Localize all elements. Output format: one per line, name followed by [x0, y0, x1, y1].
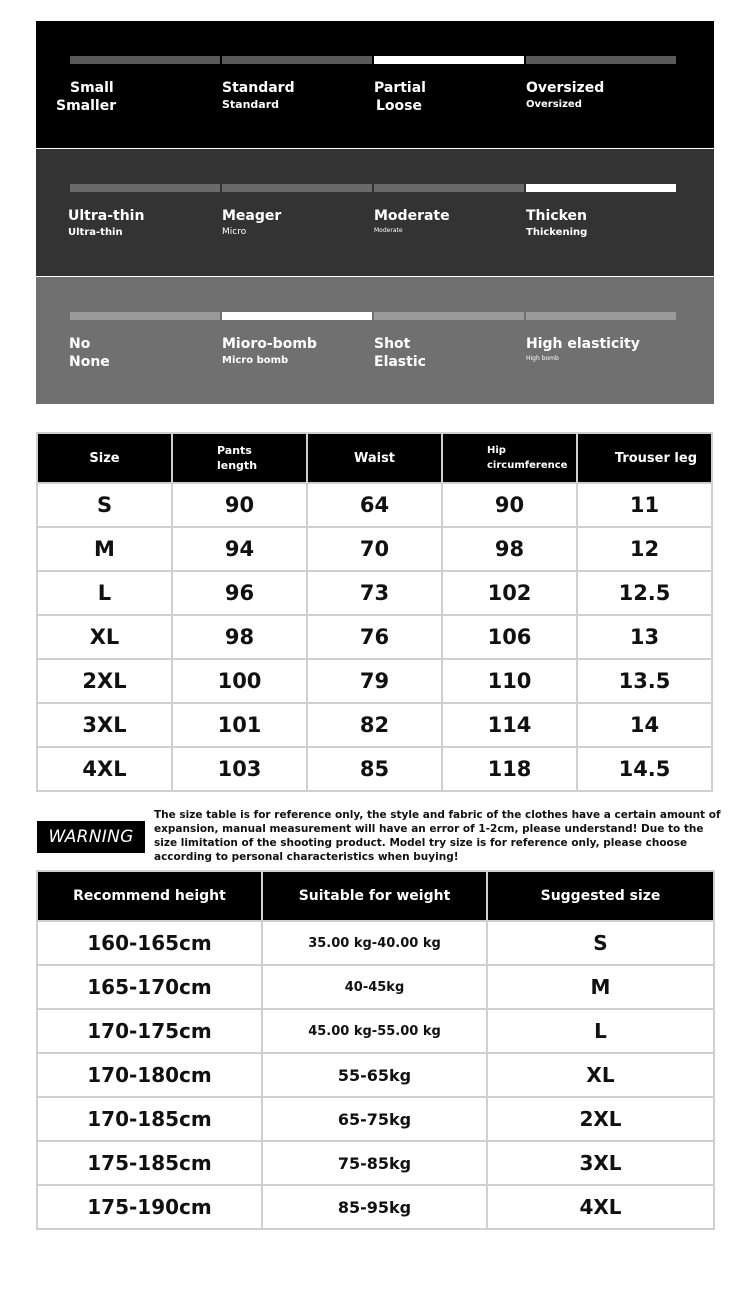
cell-height: 170-185cm	[37, 1097, 262, 1141]
option-sublabel: Micro	[222, 227, 247, 237]
scale-segment-active	[222, 312, 372, 320]
recommend-table	[36, 870, 715, 1230]
header-pants-length: Pants length	[172, 433, 307, 483]
option-label: Ultra-thin	[68, 208, 145, 224]
cell-weight: 55-65kg	[262, 1053, 487, 1097]
header-recommend-height: Recommend height	[37, 871, 262, 921]
option-sublabel: Smaller	[56, 98, 117, 114]
scale-segment	[70, 184, 220, 192]
cell-suggested-size: 2XL	[487, 1097, 714, 1141]
option-label: Mioro-bomb	[222, 336, 317, 352]
cell-height: 175-185cm	[37, 1141, 262, 1185]
cell-hip: 118	[442, 747, 577, 791]
table-row	[37, 1097, 714, 1141]
fit-option	[526, 79, 604, 112]
thickness-scale-bars	[70, 184, 678, 192]
elasticity-option	[222, 335, 317, 368]
table-row	[37, 615, 712, 659]
table-row	[37, 659, 712, 703]
scale-segment	[70, 312, 220, 320]
cell-size: M	[37, 527, 172, 571]
cell-pants-length: 101	[172, 703, 307, 747]
option-label: Standard	[222, 80, 295, 96]
elasticity-option	[526, 335, 640, 365]
scale-segment	[526, 56, 676, 64]
scale-segment	[374, 312, 524, 320]
thickness-option	[526, 207, 587, 240]
cell-waist: 70	[307, 527, 442, 571]
option-sublabel: Elastic	[374, 354, 426, 370]
cell-waist: 73	[307, 571, 442, 615]
scale-segment	[70, 56, 220, 64]
cell-hip: 102	[442, 571, 577, 615]
cell-pants-length: 96	[172, 571, 307, 615]
cell-size: XL	[37, 615, 172, 659]
option-label: Partial	[374, 80, 426, 96]
table-row	[37, 921, 714, 965]
cell-waist: 82	[307, 703, 442, 747]
cell-pants-length: 90	[172, 483, 307, 527]
cell-hip: 106	[442, 615, 577, 659]
table-row	[37, 1141, 714, 1185]
header-hip-circumference: Hip circumference	[442, 433, 577, 483]
cell-trouser-leg: 13	[577, 615, 712, 659]
cell-size: 2XL	[37, 659, 172, 703]
table-row	[37, 571, 712, 615]
option-label: Oversized	[526, 80, 605, 96]
cell-trouser-leg: 11	[577, 483, 712, 527]
cell-size: L	[37, 571, 172, 615]
cell-suggested-size: L	[487, 1009, 714, 1053]
table-row	[37, 527, 712, 571]
option-sublabel: Loose	[376, 98, 422, 114]
cell-waist: 76	[307, 615, 442, 659]
cell-pants-length: 94	[172, 527, 307, 571]
cell-weight: 40-45kg	[262, 965, 487, 1009]
table-row	[37, 703, 712, 747]
header-suggested-size: Suggested size	[487, 871, 714, 921]
option-sublabel: None	[69, 354, 110, 370]
cell-waist: 85	[307, 747, 442, 791]
cell-weight: 45.00 kg-55.00 kg	[262, 1009, 487, 1053]
cell-pants-length: 103	[172, 747, 307, 791]
cell-height: 160-165cm	[37, 921, 262, 965]
header-suitable-weight: Suitable for weight	[262, 871, 487, 921]
table-row	[37, 1053, 714, 1097]
cell-pants-length: 100	[172, 659, 307, 703]
scale-segment	[374, 184, 524, 192]
fit-option	[222, 79, 295, 112]
cell-weight: 65-75kg	[262, 1097, 487, 1141]
cell-size: 4XL	[37, 747, 172, 791]
option-label: Small	[70, 80, 114, 96]
cell-suggested-size: M	[487, 965, 714, 1009]
cell-height: 165-170cm	[37, 965, 262, 1009]
option-sublabel: Moderate	[374, 227, 403, 234]
cell-hip: 114	[442, 703, 577, 747]
elasticity-panel	[36, 277, 714, 404]
scale-segment	[222, 184, 372, 192]
header-trouser-leg: Trouser leg	[577, 433, 712, 483]
option-sublabel: Standard	[222, 98, 280, 111]
cell-suggested-size: XL	[487, 1053, 714, 1097]
table-row	[37, 1009, 714, 1053]
cell-suggested-size: 4XL	[487, 1185, 714, 1229]
cell-trouser-leg: 12	[577, 527, 712, 571]
table-header-row	[37, 871, 714, 921]
cell-suggested-size: 3XL	[487, 1141, 714, 1185]
scale-segment-active	[374, 56, 524, 64]
cell-pants-length: 98	[172, 615, 307, 659]
thickness-panel	[36, 149, 714, 276]
table-row	[37, 747, 712, 791]
option-label: Moderate	[374, 208, 450, 224]
cell-trouser-leg: 14.5	[577, 747, 712, 791]
option-sublabel: High bomb	[526, 355, 559, 362]
fit-option	[374, 79, 426, 115]
cell-trouser-leg: 12.5	[577, 571, 712, 615]
fit-scale-bars	[70, 56, 678, 64]
scale-segment	[222, 56, 372, 64]
header-size: Size	[37, 433, 172, 483]
option-sublabel: Oversized	[526, 99, 582, 110]
cell-waist: 64	[307, 483, 442, 527]
scale-segment-active	[526, 184, 676, 192]
option-label: Shot	[374, 336, 411, 352]
warning-text: The size table is for reference only, the style and fabric of the clothes have a certain amount of expansion, manual measurement will have an error of 1-2cm, please understand! Due to the size limitation of the shooting product. Model try size is for reference only, please choose according to personal characteristics when buying!	[154, 809, 721, 863]
warning-badge: WARNING	[37, 821, 145, 853]
cell-weight: 75-85kg	[262, 1141, 487, 1185]
cell-trouser-leg: 13.5	[577, 659, 712, 703]
thickness-option	[374, 207, 450, 237]
fit-option	[56, 79, 117, 115]
table-row	[37, 965, 714, 1009]
cell-size: S	[37, 483, 172, 527]
cell-waist: 79	[307, 659, 442, 703]
fit-panel	[36, 21, 714, 148]
table-header-row	[37, 433, 712, 483]
cell-hip: 98	[442, 527, 577, 571]
cell-weight: 85-95kg	[262, 1185, 487, 1229]
cell-height: 170-175cm	[37, 1009, 262, 1053]
cell-height: 170-180cm	[37, 1053, 262, 1097]
thickness-option	[222, 207, 281, 240]
elasticity-option	[374, 335, 426, 371]
option-label: High elasticity	[526, 336, 640, 352]
option-label: No	[69, 336, 91, 352]
cell-trouser-leg: 14	[577, 703, 712, 747]
option-sublabel: Micro bomb	[222, 355, 289, 366]
header-waist: Waist	[307, 433, 442, 483]
table-row	[37, 483, 712, 527]
table-row	[37, 1185, 714, 1229]
scale-segment	[526, 312, 676, 320]
elasticity-scale-bars	[70, 312, 678, 320]
option-sublabel: Ultra-thin	[68, 227, 123, 238]
cell-weight: 35.00 kg-40.00 kg	[262, 921, 487, 965]
elasticity-option	[69, 335, 110, 371]
cell-suggested-size: S	[487, 921, 714, 965]
cell-size: 3XL	[37, 703, 172, 747]
option-label: Meager	[222, 208, 282, 224]
option-label: Thicken	[526, 208, 588, 224]
cell-height: 175-190cm	[37, 1185, 262, 1229]
cell-hip: 110	[442, 659, 577, 703]
option-sublabel: Thickening	[526, 227, 588, 238]
thickness-option	[68, 207, 144, 240]
cell-hip: 90	[442, 483, 577, 527]
size-table	[36, 432, 713, 792]
